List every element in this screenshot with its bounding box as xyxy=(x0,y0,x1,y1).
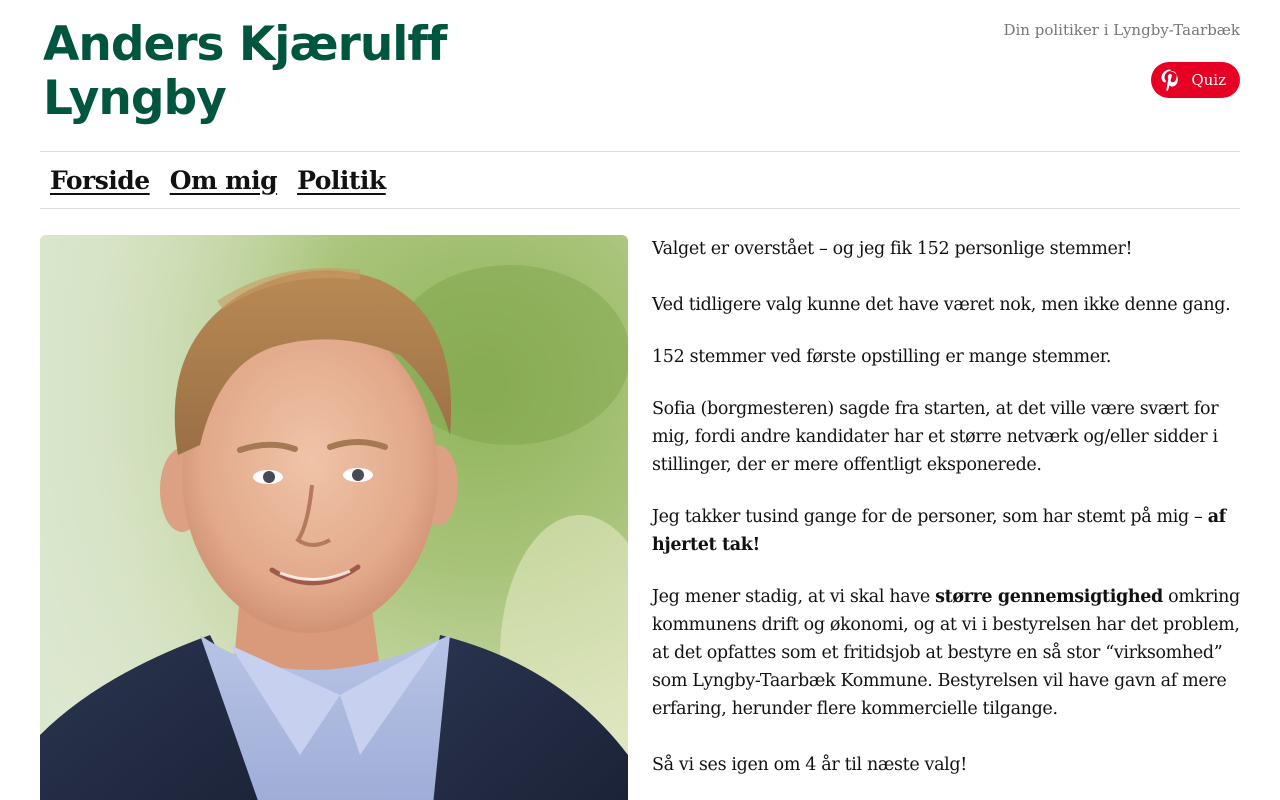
paragraph-5 xyxy=(652,503,1244,559)
paragraph-6 xyxy=(652,583,1244,723)
nav-item-politik[interactable]: Politik xyxy=(297,165,386,195)
main-nav xyxy=(40,151,1240,209)
paragraph-6-end: omkring kommunens drift og økonomi, og at vi i bestyrelsen har det problem, at det opfattes som et fritidsjob at bestyre en så stor “virksomhed” som Lyngby-Taarbæk Kommune. Bestyrelsen vil have gavn af mere erfaring, herunder flere kommercielle tilgange. xyxy=(652,587,1240,719)
paragraph-3: 152 stemmer ved første opstilling er mange stemmer. xyxy=(652,347,1112,367)
paragraph-2: Ved tidligere valg kunne det have været nok, men ikke denne gang. xyxy=(652,295,1231,315)
paragraph-6-bold: større gennemsigtighed xyxy=(935,587,1163,607)
portrait-illustration xyxy=(40,235,628,800)
nav-item-om-mig[interactable]: Om mig xyxy=(169,165,278,195)
main-content xyxy=(652,235,1244,779)
paragraph-5-bold: af hjertet tak! xyxy=(652,507,1226,555)
site-header xyxy=(40,0,1240,151)
portrait-photo xyxy=(40,235,628,800)
site-title[interactable] xyxy=(43,18,463,126)
quiz-label: Quiz xyxy=(1191,71,1226,89)
pinterest-icon xyxy=(1159,68,1181,92)
site-title-line1[interactable]: Anders Kjærulff xyxy=(43,17,447,72)
paragraph-5-text: Jeg takker tusind gange for de personer, som har stemt på mig – xyxy=(652,507,1208,527)
site-title-line2[interactable]: Lyngby xyxy=(43,71,226,126)
paragraph-7: Så vi ses igen om 4 år til næste valg! xyxy=(652,755,967,775)
paragraph-6-start: Jeg mener stadig, at vi skal have xyxy=(652,587,936,607)
paragraph-4: Sofia (borgmesteren) sagde fra starten, at det ville være svært for mig, fordi andre kandidater har et større netværk og/eller sidder i stillinger, der er mere offentligt eksponerede. xyxy=(652,399,1219,475)
nav-item-forside[interactable]: Forside xyxy=(50,165,150,195)
site-tagline: Din politiker i Lyngby-Taarbæk xyxy=(1003,21,1240,39)
quiz-button[interactable] xyxy=(1151,62,1240,98)
paragraph-1: Valget er overstået – og jeg fik 152 personlige stemmer! xyxy=(652,239,1133,259)
